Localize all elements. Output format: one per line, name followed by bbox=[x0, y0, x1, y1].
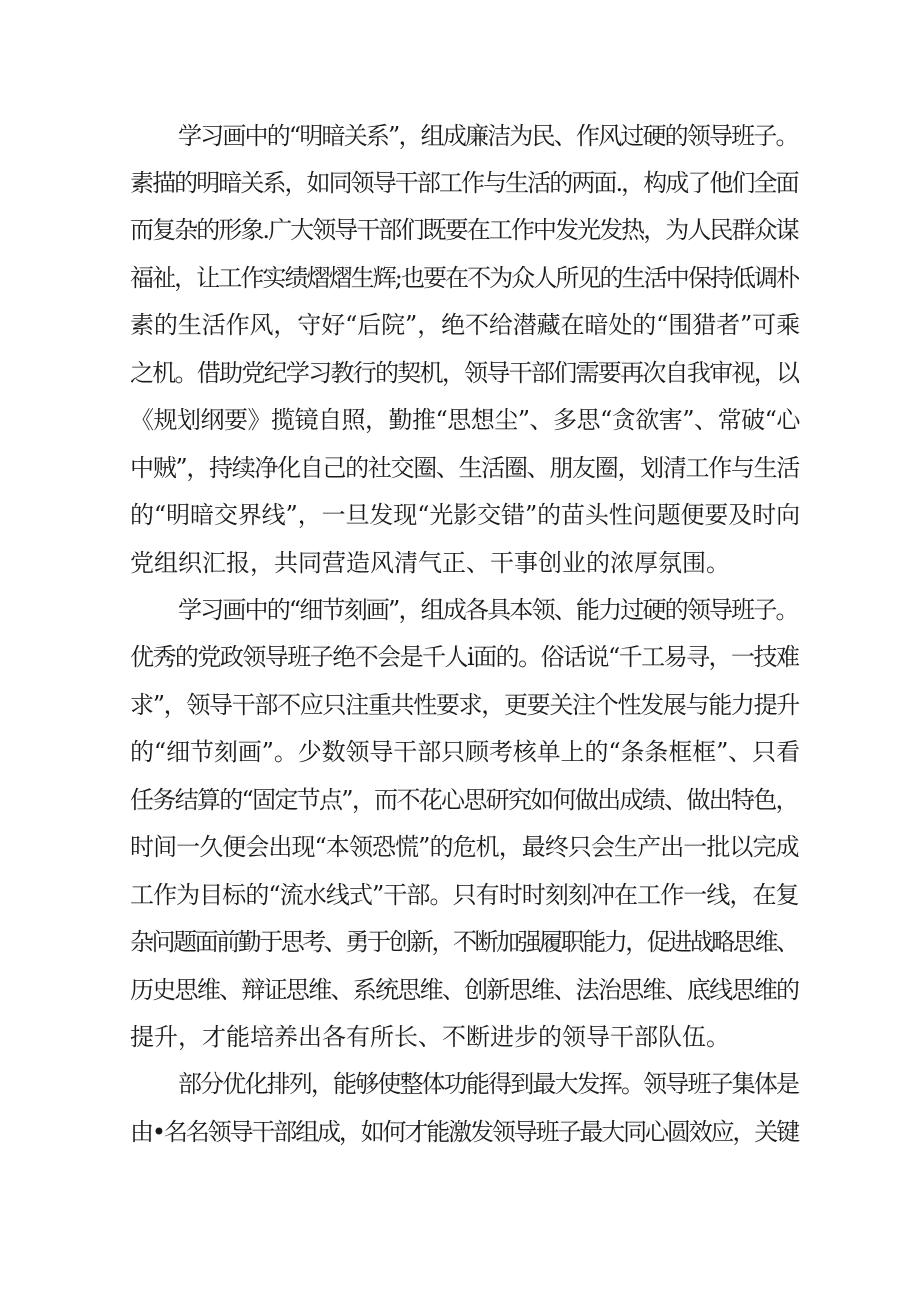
paragraph-1-line-9: 的“明暗交界线”，一旦发现“光影交错”的苗头性问题便要及时向 bbox=[130, 501, 800, 529]
paragraph-1-line-1: 学习画中的“明暗关系”，组成廉洁为民、作风过硬的领导班子。 bbox=[178, 122, 798, 150]
paragraph-2-line-10: 提升，才能培养出各有所长、不断进步的领导干部队伍。 bbox=[130, 1023, 730, 1051]
paragraph-1-line-5: 素的生活作风，守好“后院”，绝不给潜藏在暗处的“围猎者”可乘 bbox=[130, 311, 800, 339]
paragraph-1-line-2: 素描的明暗关系，如同领导干部工作与生活的两面.，构成了他们全面 bbox=[130, 169, 798, 197]
paragraph-1-line-6: 之机。借助党纪学习教行的契机，领导干部们需要再次自我审视，以 bbox=[130, 359, 799, 387]
paragraph-2-line-3: 求”，领导干部不应只注重共性要求，更要关注个性发展与能力提升 bbox=[130, 691, 799, 719]
paragraph-1-line-4: 福祉，让工作实绩熠熠生辉;也要在不为众人所见的生活中保持低调朴 bbox=[130, 264, 799, 292]
paragraph-2-line-6: 时间一久便会出现“本领恐慌”的危机，最终只会生产出一批以完成 bbox=[130, 833, 799, 861]
paragraph-3-line-1: 部分优化排列，能够使整体功能得到最大发挥。领导班子集体是 bbox=[178, 1070, 799, 1098]
paragraph-1-line-10: 党组织汇报，共同营造风清气正、干事创业的浓厚氛围。 bbox=[130, 549, 730, 577]
paragraph-2-line-2: 优秀的党政领导班子绝不会是千人i面的。俗话说“千工易寻，一技难 bbox=[130, 643, 799, 671]
paragraph-1-line-3: 而复杂的形象.广大领导干部们既要在工作中发光发热，为人民群众谋 bbox=[130, 216, 798, 244]
paragraph-2-line-9: 历史思维、辩证思维、系统思维、创新思维、法治思维、底线思维的 bbox=[130, 976, 799, 1004]
paragraph-1-line-8: 中贼”，持续净化自己的社交圈、生活圈、朋友圈，划清工作与生活 bbox=[130, 454, 799, 482]
paragraph-3-line-2: 由•名名领导干部组成，如何才能激发领导班子最大同心圆效应，关键 bbox=[130, 1118, 799, 1146]
paragraph-1-line-7: 《规划纲要》揽镜自照，勤推“思想尘”、多思“贪欲害”、常破“心 bbox=[130, 406, 800, 434]
paragraph-2-line-1: 学习画中的“细节刻画”，组成各具本领、能力过硬的领导班子。 bbox=[178, 596, 798, 624]
paragraph-2-line-8: 杂问题面前勤于思考、勇于创新，不断加强履职能力，促进战略思维、 bbox=[130, 928, 798, 956]
paragraph-2-line-5: 任务结算的“固定节点”，而不花心思研究如何做出成绩、做出特色， bbox=[130, 786, 798, 814]
paragraph-2-line-4: 的“细节刻画”。少数领导干部只顾考核单上的“条条框框”、只看 bbox=[130, 738, 800, 766]
paragraph-2-line-7: 工作为目标的“流水线式”干部。只有时时刻刻冲在工作一线，在复 bbox=[130, 881, 799, 909]
